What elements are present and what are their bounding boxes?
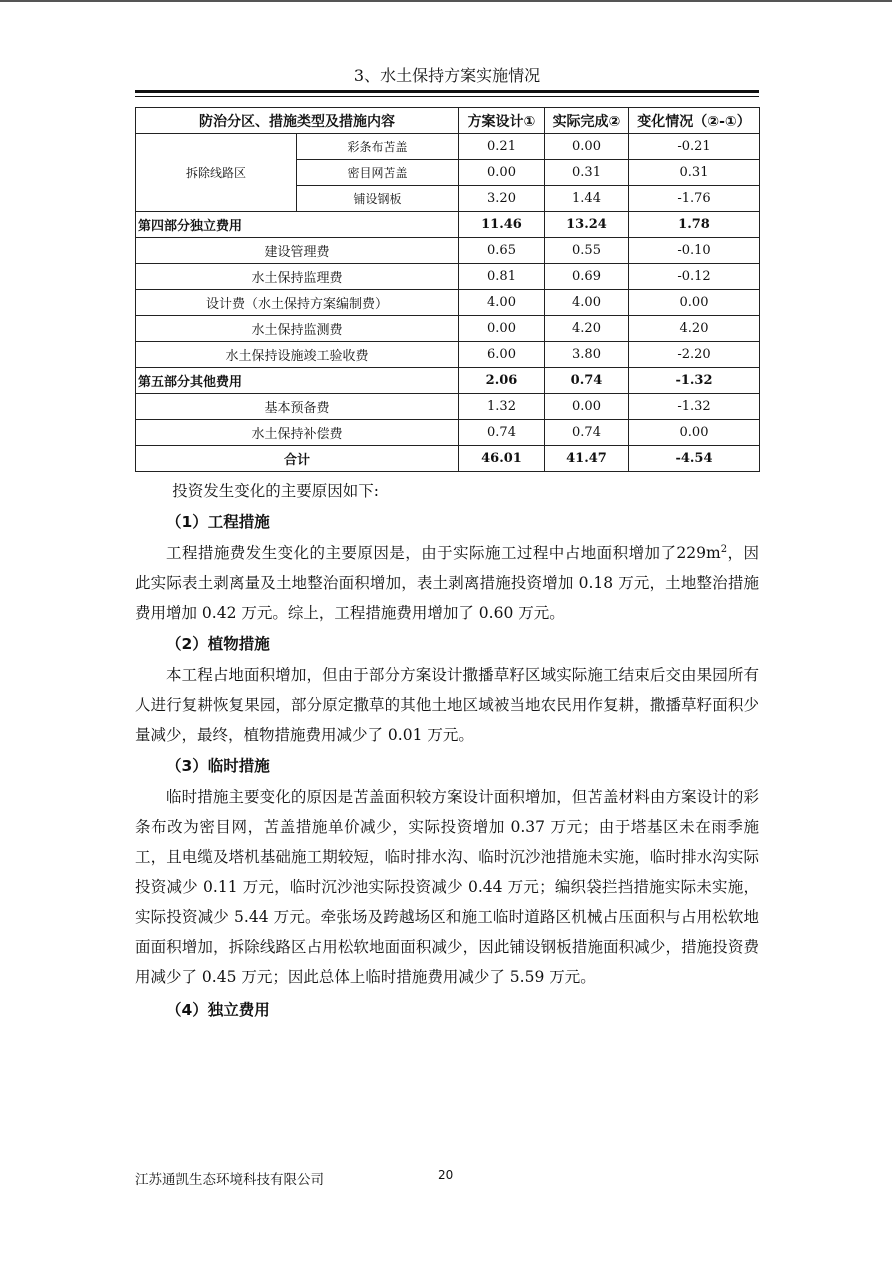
intro-paragraph: 投资发生变化的主要原因如下: bbox=[172, 482, 379, 500]
actual-value-cell: 0.69 bbox=[545, 264, 629, 290]
paragraph-temporary: 临时措施主要变化的原因是苫盖面积较方案设计面积增加，但苫盖材料由方案设计的彩条布改为密目网，苫盖措施单价减少，实际投资增加 0.37 万元；由于塔基区未在雨季施工，且电缆及塔机基础施工期较短，临时排水沟、临时沉沙池措施未实施，临时排水沟实际投资减少 0.11 万元，临时沉沙池实际投资减少 0.44 万元；编织袋拦挡措施实际未实施，实际投资减少 5.44 万元。牵张场及跨越场区和施工临时道路区机械占压面积与占用松软地面面积增加，拆除线路区占用松软地面面积减少，因此铺设钢板措施面积减少，措施投资费用减少了 0.45 万元；因此总体上临时措施费用减少了 5.59 万元。 bbox=[135, 788, 759, 986]
row-name-cell: 彩条布苫盖 bbox=[297, 134, 459, 160]
change-value-cell: -0.21 bbox=[629, 134, 760, 160]
part-five-row bbox=[136, 368, 760, 394]
investment-change-table bbox=[135, 107, 760, 472]
actual-value-cell: 1.44 bbox=[545, 186, 629, 212]
actual-value-cell: 0.55 bbox=[545, 238, 629, 264]
header-cell-design: 方案设计① bbox=[459, 108, 545, 134]
superscript-2: 2 bbox=[720, 543, 728, 555]
change-value-cell: -2.20 bbox=[629, 342, 760, 368]
heading-temporary-measures: （3）临时措施 bbox=[166, 757, 270, 775]
design-value-cell: 46.01 bbox=[459, 446, 545, 472]
heading-plant-measures: （2）植物措施 bbox=[166, 635, 270, 653]
paragraph-engineering-part2: ，因此实际表土剥离量及土地整治面积增加，表土剥离措施投资增加 0.18 万元，土地整治措施费用增加 0.42 万元。综上，工程措施费用增加了 0.60 万元。 bbox=[135, 544, 759, 622]
actual-value-cell: 0.74 bbox=[545, 420, 629, 446]
part-four-label: 第四部分独立费用 bbox=[136, 212, 459, 238]
item-name-cell: 设计费（水土保持方案编制费） bbox=[136, 290, 459, 316]
part-four-row bbox=[136, 212, 760, 238]
table-row bbox=[136, 420, 760, 446]
change-value-cell: 0.31 bbox=[629, 160, 760, 186]
change-value-cell: 0.00 bbox=[629, 290, 760, 316]
actual-value-cell: 3.80 bbox=[545, 342, 629, 368]
design-value-cell: 0.81 bbox=[459, 264, 545, 290]
table-row bbox=[136, 394, 760, 420]
table-header-row bbox=[136, 108, 760, 134]
item-name-cell: 水土保持监理费 bbox=[136, 264, 459, 290]
change-value-cell: 0.00 bbox=[629, 420, 760, 446]
change-value-cell: -4.54 bbox=[629, 446, 760, 472]
item-name-cell: 建设管理费 bbox=[136, 238, 459, 264]
item-name-cell: 水土保持补偿费 bbox=[136, 420, 459, 446]
item-name-cell: 基本预备费 bbox=[136, 394, 459, 420]
change-value-cell: -1.32 bbox=[629, 368, 760, 394]
group-label-cell: 拆除线路区 bbox=[136, 134, 297, 212]
part-five-label: 第五部分其他费用 bbox=[136, 368, 459, 394]
footer-company: 江苏通凯生态环境科技有限公司 bbox=[135, 1172, 324, 1188]
actual-value-cell: 41.47 bbox=[545, 446, 629, 472]
change-value-cell: -1.76 bbox=[629, 186, 760, 212]
total-label: 合计 bbox=[136, 446, 459, 472]
actual-value-cell: 0.00 bbox=[545, 134, 629, 160]
header-cell-change: 变化情况（②-①） bbox=[629, 108, 760, 134]
body-text bbox=[135, 476, 759, 1026]
actual-value-cell: 4.20 bbox=[545, 316, 629, 342]
actual-value-cell: 4.00 bbox=[545, 290, 629, 316]
design-value-cell: 0.00 bbox=[459, 316, 545, 342]
row-name-cell: 密目网苫盖 bbox=[297, 160, 459, 186]
table-row bbox=[136, 316, 760, 342]
item-name-cell: 水土保持设施竣工验收费 bbox=[136, 342, 459, 368]
table-row bbox=[136, 264, 760, 290]
row-name-cell: 铺设钢板 bbox=[297, 186, 459, 212]
design-value-cell: 11.46 bbox=[459, 212, 545, 238]
change-value-cell: 1.78 bbox=[629, 212, 760, 238]
table-row bbox=[136, 342, 760, 368]
total-row bbox=[136, 446, 760, 472]
page-number: 20 bbox=[438, 1168, 454, 1182]
actual-value-cell: 13.24 bbox=[545, 212, 629, 238]
design-value-cell: 1.32 bbox=[459, 394, 545, 420]
table-row bbox=[136, 134, 760, 160]
actual-value-cell: 0.31 bbox=[545, 160, 629, 186]
header-cell-measure: 防治分区、措施类型及措施内容 bbox=[136, 108, 459, 134]
design-value-cell: 0.65 bbox=[459, 238, 545, 264]
top-border-line bbox=[0, 0, 892, 2]
header-rule-thin bbox=[135, 96, 759, 97]
header-cell-actual: 实际完成② bbox=[545, 108, 629, 134]
section-header: 3、水土保持方案实施情况 bbox=[353, 66, 541, 85]
heading-engineering-measures: （1）工程措施 bbox=[166, 513, 270, 531]
table-row bbox=[136, 290, 760, 316]
design-value-cell: 2.06 bbox=[459, 368, 545, 394]
design-value-cell: 6.00 bbox=[459, 342, 545, 368]
change-value-cell: -0.10 bbox=[629, 238, 760, 264]
design-value-cell: 0.21 bbox=[459, 134, 545, 160]
design-value-cell: 4.00 bbox=[459, 290, 545, 316]
paragraph-plant: 本工程占地面积增加，但由于部分方案设计撒播草籽区域实际施工结束后交由果园所有人进行复耕恢复果园，部分原定撒草的其他土地区域被当地农民用作复耕，撒播草籽面积少量减少，最终，植物措施费用减少了 0.01 万元。 bbox=[135, 666, 759, 744]
actual-value-cell: 0.00 bbox=[545, 394, 629, 420]
design-value-cell: 3.20 bbox=[459, 186, 545, 212]
paragraph-engineering-part1: 工程措施费发生变化的主要原因是，由于实际施工过程中占地面积增加了229m bbox=[166, 544, 721, 562]
design-value-cell: 0.74 bbox=[459, 420, 545, 446]
change-value-cell: -0.12 bbox=[629, 264, 760, 290]
item-name-cell: 水土保持监测费 bbox=[136, 316, 459, 342]
paragraph-engineering bbox=[135, 538, 759, 628]
table-row bbox=[136, 238, 760, 264]
actual-value-cell: 0.74 bbox=[545, 368, 629, 394]
change-value-cell: 4.20 bbox=[629, 316, 760, 342]
design-value-cell: 0.00 bbox=[459, 160, 545, 186]
change-value-cell: -1.32 bbox=[629, 394, 760, 420]
header-rule-thick bbox=[135, 90, 759, 93]
heading-independent-costs: （4）独立费用 bbox=[166, 1001, 270, 1019]
